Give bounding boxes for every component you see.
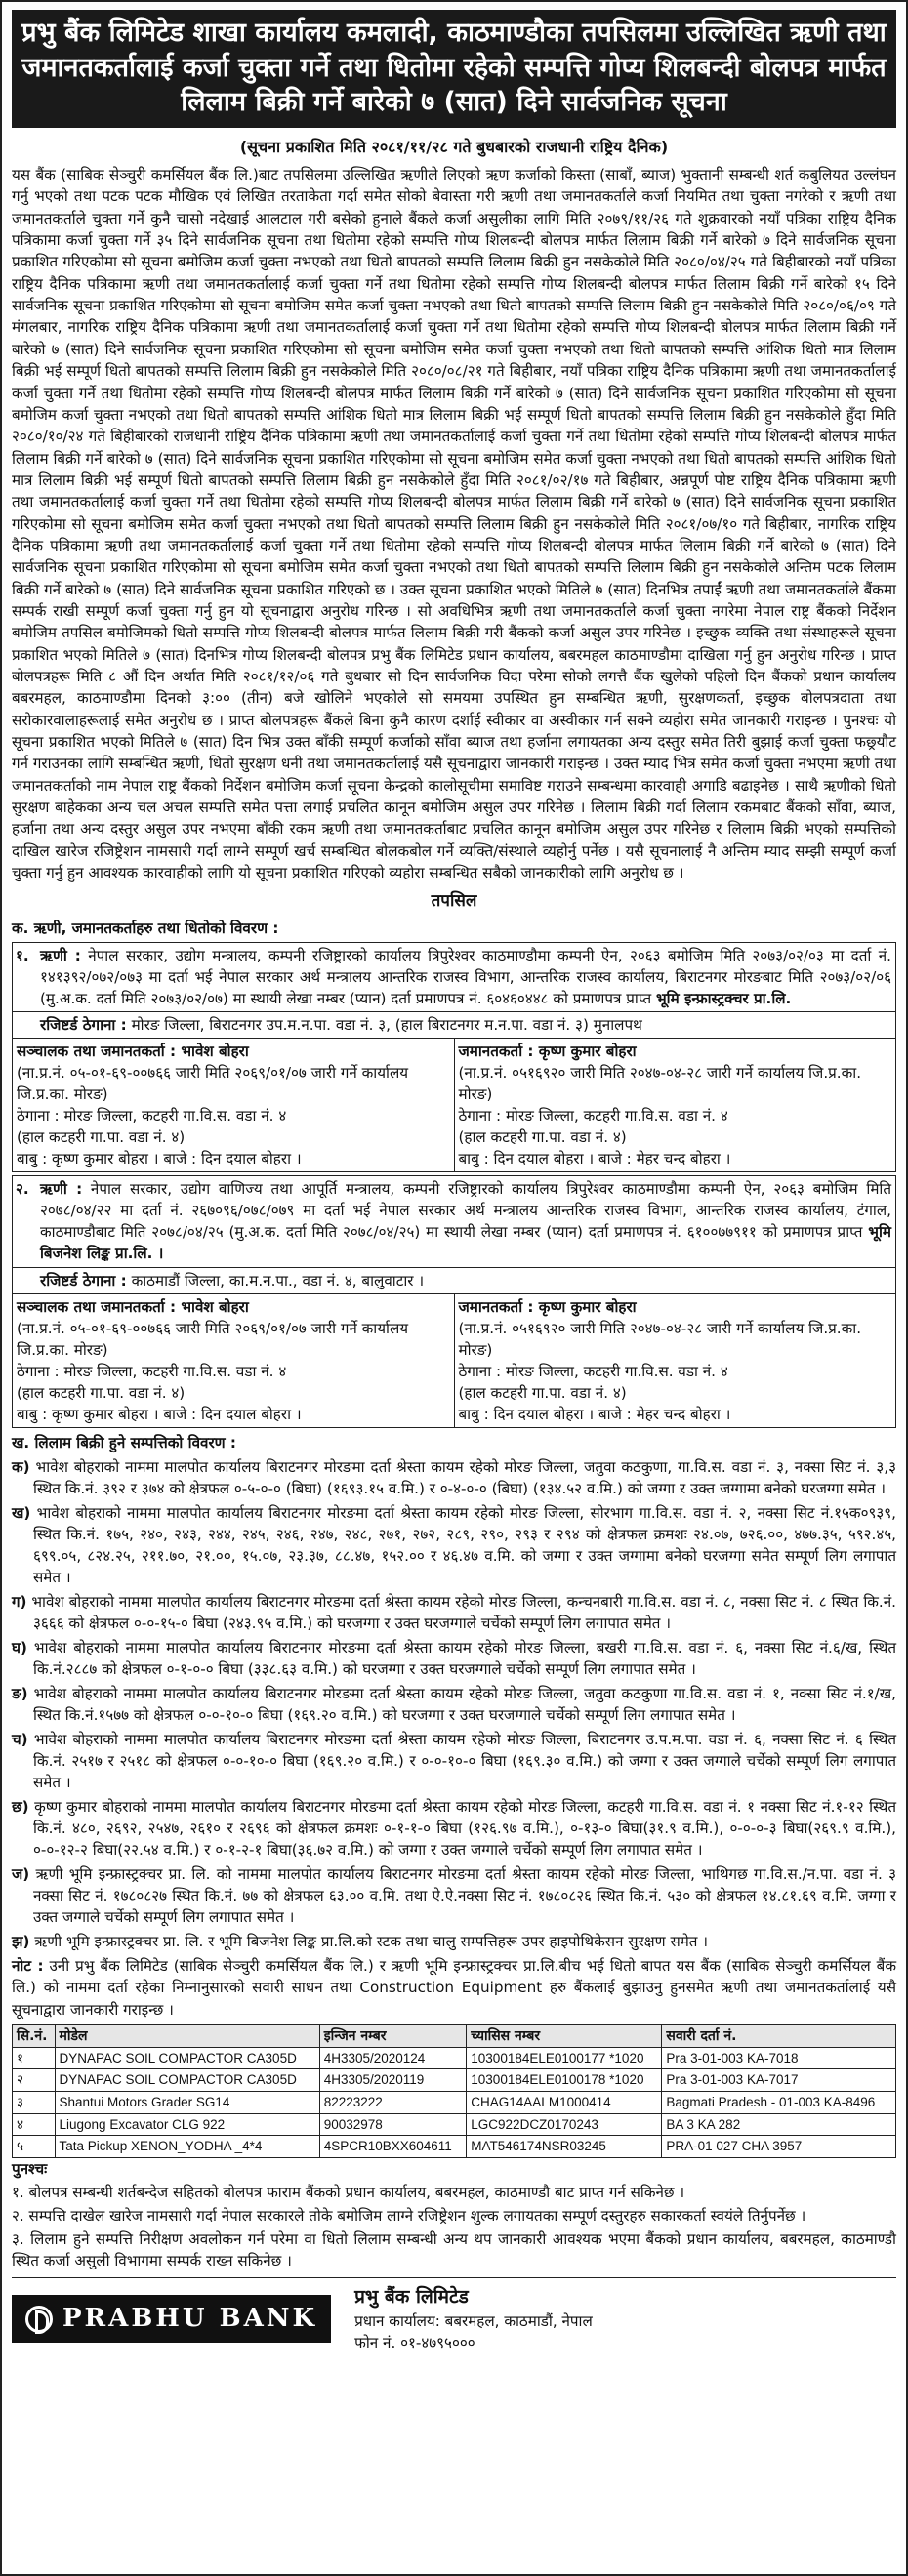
property-item: छ) कृष्ण कुमार बोहराको नाममा मालपोत कार्यालय बिराटनगर मोरङमा दर्ता श्रेस्ता कायम रहेको मोरङ जिल्ला, कटहरी गा.वि.स. वडा नं. १ नक्सा सिट नं.१-१२ स्थित कि.नं. ४८०, २६९२, २५४७, २६१० र २६९६ को क्षेत्रफल क्रमशः ०-१-१-० बिघा (१२६.९७ व.मि.), ०-१३-० बिघा(३१.९ व.मि.), ०-०-०-३ बिघा(२६९.९ व.मि.), ०-०-१२-२ बिघा(२२.५४ व.मि.) र ०-१-२-१ बिघा(३६.७२ व.मि.) को जग्गा र उक्त जग्गाले चर्चेको सम्पूर्ण लिग लगापात समेत ।	[12, 1798, 897, 1860]
loan-box-1	[12, 942, 896, 1172]
guarantor-line: बाबु : कृष्ण कुमार बोहरा । बाजे : दिन दयाल बोहरा ।	[17, 1405, 302, 1423]
terms-section	[12, 2158, 896, 2271]
table-row: ४ Liugong Excavator CLG 922 90032978 LGC922DCZ0170243 BA 3 KA 282	[13, 2113, 896, 2136]
borrower-label: ऋणी :	[40, 1180, 83, 1199]
guarantor-right	[455, 1294, 896, 1427]
property-item: क) भावेश बोहराको नाममा मालपोत कार्यालय बिराटनगर मोरङमा दर्ता श्रेस्ता कायम रहेको मोरङ जिल्ला, जतुवा कठकुणा, गा.वि.स. वडा नं. ३, नक्सा सिट नं. ३,३ स्थित कि.नं. ३९२ र ३७४ को क्षेत्रफल ०-५-०-० (बिघा) (१६९३.१५ व.मि.) र ०-४-०-० (बिघा) (१३४.५२ व.मि.) को जग्गा र उक्त जग्गामा बनेको घरजग्गा समेत ।	[12, 1457, 897, 1497]
table-row: ३ Shantui Motors Grader SG14 82223222 CHAG14AALM1000414 Bagmati Pradesh - 01-003 KA-8496	[13, 2091, 896, 2113]
property-item: च) भावेश बोहराको नाममा मालपोत कार्यालय बिराटनगर मोरङमा दर्ता श्रेस्ता कायम रहेको मोरङ जिल्ला, बिराटनगर उ.प.म.पा. वडा नं. ६, नक्सा सिट नं. ६ स्थित कि.नं. २५१७ र २५१८ को क्षेत्रफल ०-०-१०-० बिघा (१६९.२० व.मि.) र ०-०-१०-० बिघा (१६९.३० व.मि.) को जग्गा र उक्त जग्गाले चर्चेको सम्पूर्ण लिग लगापात समेत ।	[12, 1731, 896, 1792]
guarantor-line: (हाल कटहरी गा.पा. वडा नं. ४)	[458, 1383, 627, 1402]
borrower-text: नेपाल सरकार, उद्योग मन्त्रालय, कम्पनी रजिष्ट्रारको कार्यालय त्रिपुरेश्वर काठमाण्डौमा कम्पनी ऐन, २०६३ बमोजिम मिति २०७३/०२/०३ मा दर्ता नं. १४१३९२/०७२/०७३ मा दर्ता भई नेपाल सरकार अर्थ मन्त्रालय आन्तरिक राजस्व विभाग, आन्तरिक राजस्व कार्यालय, बिराटनगर मोरङबाट मिति २०७३/०२/०६ (मु.अ.क. दर्ता मिति २०७३/०२/०७) मा स्थायी लेखा नम्बर (प्यान) दर्ता प्रमाणपत्र नं. ६०४६०४४८ को प्रमाणपत्र प्राप्त	[40, 947, 891, 1008]
guarantor-title: जमानतकर्ता : कृष्ण कुमार बोहरा	[458, 1043, 637, 1061]
bank-contact	[354, 2284, 593, 2354]
property-item: घ) भावेश बोहराको नाममा मालपोत कार्यालय बिराटनगर मोरङमा दर्ता श्रेस्ता कायम रहेको मोरङ जिल्ला, बखरी गा.वि.स. वडा नं. ६, नक्सा सिट नं.६/ख, स्थित कि.नं.२८८७ को क्षेत्रफल ०-१-०-० बिघा (३३८.६३ व.मि.) को घरजग्गा र उक्त घरजग्गाले चर्चेको सम्पूर्ण लिग लगापात समेत ।	[12, 1639, 896, 1679]
notice-title: प्रभु बैंक लिमिटेड शाखा कार्यालय कमलादी, काठमाण्डौका तपसिलमा उल्लिखित ऋणी तथा जमानतकर्तालाई कर्जा चुक्ता गर्ने तथा धितोमा रहेको सम्पत्ति गोप्य शिलबन्दी बोलपत्र मार्फत लिलाम बिक्री गर्ने बारेको ७ (सात) दिने सार्वजनिक सूचना	[12, 10, 896, 128]
property-item: ग) भावेश बोहराको नाममा मालपोत कार्यालय बिराटनगर मोरङमा दर्ता श्रेस्ता कायम रहेको मोरङ जिल्ला, कन्चनबारी गा.वि.स. वडा नं. ८, नक्सा सिट नं. ८ स्थित कि.नं. ३६६६ को क्षेत्रफल ०-०-१५-० बिघा (२४३.९५ व.मि.) को घरजग्गा र उक्त घरजग्गाले चर्चेको सम्पूर्ण लिग लगापात समेत ।	[12, 1592, 897, 1632]
col-engine: इन्जिन नम्बर	[319, 2024, 467, 2047]
note-label: नोट :	[12, 1957, 44, 1976]
logo-text: PRABHU BANK	[62, 2303, 318, 2333]
registered-address: मोरङ जिल्ला, बिराटनगर उप.म.न.पा. वडा नं. ३, (हाल बिराटनगर म.न.पा. वडा नं. ३) मुनालपथ	[131, 1016, 642, 1035]
guarantor-line: (ना.प्र.नं. ०५-०१-६९-००७६६ जारी मिति २०६९/०१/०७ जारी गर्ने कार्यालय जि.प्र.का. मोरङ)	[17, 1064, 409, 1104]
guarantor-right	[455, 1039, 896, 1171]
guarantor-title: सञ्चालक तथा जमानतकर्ता : भावेश बोहरा	[17, 1043, 249, 1061]
borrower-company: भूमि बिजनेश लिङ्क प्रा.लि. ।	[40, 1223, 891, 1263]
borrower-company: भूमि इन्फ्रास्ट्रक्चर प्रा.लि.	[656, 990, 792, 1008]
guarantor-line: ठेगाना : मोरङ जिल्ला, कटहरी गा.वि.स. वडा नं. ४	[458, 1107, 728, 1125]
vehicle-table	[12, 2024, 896, 2158]
note-text: उनी प्रभु बैंक लिमिटेड (साबिक सेञ्चुरी कमर्सियल बैंक लि.) र ऋणी भूमि इन्फ्रास्ट्रक्चर प्रा.लि.बीच भई धितो बापत यस बैंक (साबिक सेञ्चुरी कमर्सियल बैंक लि.) को नाममा दर्ता रहेका निम्नानुसारको सवारी साधन तथा Construction Equipment हरु बैंकलाई बुझाउनु हुनसमेत ऋणी तथा जमानतकर्तालाई यसै सूचनाद्वारा जानकारी गराइन्छ ।	[12, 1957, 896, 2019]
footer	[12, 2277, 896, 2354]
guarantor-line: (ना.प्र.नं. ०५१६९२० जारी मिति २०४७-०४-२८ जारी गर्ने कार्यालय जि.प्र.का. मोरङ)	[458, 1319, 862, 1359]
guarantor-line: (ना.प्र.नं. ०५१६९२० जारी मिति २०४७-०४-२८ जारी गर्ने कार्यालय जि.प्र.का. मोरङ)	[458, 1064, 862, 1104]
guarantor-line: बाबु : कृष्ण कुमार बोहरा । बाजे : दिन दयाल बोहरा ।	[17, 1150, 302, 1168]
guarantor-title: जमानतकर्ता : कृष्ण कुमार बोहरा	[458, 1297, 637, 1316]
guarantor-line: ठेगाना : मोरङ जिल्ला, कटहरी गा.वि.स. वडा नं. ४	[17, 1107, 287, 1125]
bank-logo-icon	[25, 2306, 53, 2333]
guarantor-line: ठेगाना : मोरङ जिल्ला, कटहरी गा.वि.स. वडा नं. ४	[17, 1362, 287, 1380]
guarantor-line: (हाल कटहरी गा.पा. वडा नं. ४)	[17, 1383, 186, 1402]
table-row: ५ Tata Pickup XENON_YODHA _4*4 4SPCR10BXX604611 MAT546174NSR03245 PRA-01 027 CHA 3957	[13, 2136, 896, 2158]
guarantor-left	[13, 1039, 455, 1171]
term-item: ३. लिलाम हुने सम्पत्ति निरीक्षण अवलोकन गर्न परेमा वा धितो लिलाम सम्बन्धी अन्य थप जानकारी आवश्यक भएमा बैंकको प्रधान कार्यालय, बबरमहल, काठमाण्डौ स्थित कर्जा असुली विभागमा सम्पर्क राख्न सकिनेछ ।	[12, 2229, 896, 2269]
bank-phone: फोन नं. ०१-४७९५०००	[354, 2334, 475, 2352]
guarantor-line: ठेगाना : मोरङ जिल्ला, कटहरी गा.वि.स. वडा नं. ४	[458, 1362, 728, 1380]
intro-paragraph: यस बैंक (साबिक सेञ्चुरी कमर्सियल बैंक लि.)बाट तपसिलमा उल्लिखित ऋणीले लिएको ऋण कर्जाको किस्ता (साबाँ, ब्याज) भुक्तानी सम्बन्धी शर्त कबुलियत उल्लंघन गर्नु भएको तथा पटक पटक मौखिक एवं लिखित तरताकेता गर्दा समेत सोको बेवास्ता गरी ऋणी तथा जमानतकर्ताले कर्जा नियमित तथा चुक्ता नगरेको र ऋणी तथा जमानतकर्ताले चुक्ता गर्ने कुनै चासो नदेखाई आलटाल गरी बसेको हुनाले बैंकले कर्जा असुलीका लागि मिति २०७९/११/२६ गते शुक्रवारको नयाँ पत्रिका राष्ट्रिय दैनिक पत्रिकामा कर्जा चुक्ता गर्ने ३५ दिने सार्वजनिक सूचना तथा धितोमा रहेको सम्पत्ति गोप्य शिलबन्दी बोलपत्र मार्फत लिलाम बिक्री गर्ने बारेको ७ दिने सार्वजनिक सूचना प्रकाशित गरिएकोमा सो सूचना बमोजिम कर्जा चुक्ता नभएको तथा धितो बापतको सम्पत्ति लिलाम बिक्री हुन नसकेकोले मिति २०८०/०४/२५ गते बिहीबारको नयाँ पत्रिका राष्ट्रिय दैनिक पत्रिकामा ऋणी तथा जमानतकर्तालाई कर्जा चुक्ता गर्ने तथा धितोमा रहेको सम्पत्ति गोप्य शिलबन्दी बोलपत्र मार्फत लिलाम बिक्री गर्ने बारेको १५ दिने सार्वजनिक सूचना प्रकाशित गरिएकोमा सो सूचना बमोजिम समेत कर्जा चुक्ता नभएको तथा धितो बापतको सम्पत्ति लिलाम बिक्री हुन नसकेकोले मिति २०८०/०६/०९ गते मंगलबार, नागरिक राष्ट्रिय दैनिक पत्रिकामा ऋणी तथा जमानतकर्तालाई कर्जा चुक्ता गर्ने तथा धितोमा रहेको सम्पत्ति गोप्य शिलबन्दी बोलपत्र मार्फत लिलाम बिक्री गर्ने बारेको ७ (सात) दिने सार्वजनिक सूचना प्रकाशित गरिएकोमा सो सूचना बमोजिम समेत कर्जा चुक्ता नभएको तथा धितो बापतको सम्पत्ति आंशिक धितो मात्र लिलाम बिक्री भई सम्पूर्ण धितो बापतको सम्पत्ति लिलाम बिक्री हुन नसकेकोले मिति २०८०/०८/२१ गते बिहीबार, नयाँ पत्रिका राष्ट्रिय दैनिक पत्रिकामा ऋणी तथा जमानतकर्तालाई कर्जा चुक्ता गर्ने तथा धितोमा रहेको सम्पत्ति गोप्य शिलबन्दी बोलपत्र मार्फत लिलाम बिक्री गर्ने बारेको ७ (सात) दिने सार्वजनिक सूचना प्रकाशित गरिएकोमा सो सूचना बमोजिम कर्जा चुक्ता नभएको तथा धितो बापतको सम्पत्ति आंशिक धितो मात्र लिलाम बिक्री भई सम्पूर्ण धितो बापतको सम्पत्ति लिलाम बिक्री हुन नसकेकोले हुँदा मिति २०८०/१०/२४ गते बिहीबारको राजधानी राष्ट्रिय दैनिक पत्रिकामा ऋणी तथा जमानतकर्तालाई कर्जा चुक्ता गर्ने तथा धितोमा रहेको सम्पत्ति गोप्य शिलबन्दी बोलपत्र मार्फत लिलाम बिक्री गर्ने बारेको ७ (सात) दिने सार्वजनिक सूचना प्रकाशित गरिएकोमा सो सूचना बमोजिम समेत कर्जा चुक्ता नभएको तथा धितो बापतको सम्पत्ति आंशिक धितो मात्र लिलाम बिक्री भई सम्पूर्ण धितो बापतको सम्पत्ति लिलाम बिक्री हुन नसकेकोले हुँदा मिति २०८१/०२/१७ गते बिहीबार, अन्नपूर्ण पोष्ट राष्ट्रिय दैनिक पत्रिकामा ऋणी तथा जमानतकर्तालाई कर्जा चुक्ता गर्ने तथा धितोमा रहेको सम्पत्ति गोप्य शिलबन्दी बोलपत्र मार्फत लिलाम बिक्री गर्ने बारेको ७ (सात) दिने सार्वजनिक सूचना प्रकाशित गरिएकोमा सो सूचना बमोजिम समेत कर्जा चुक्ता नभएको तथा धितो बापतको सम्पत्ति लिलाम बिक्री हुन नसकेकोले मिति २०८१/०७/१० गते बिहीबार, नागरिक राष्ट्रिय दैनिक पत्रिकामा ऋणी तथा जमानतकर्तालाई कर्जा चुक्ता गर्ने तथा धितोमा रहेको सम्पत्ति गोप्य शिलबन्दी बोलपत्र मार्फत लिलाम बिक्री गर्ने बारेको ७ (सात) दिने सार्वजनिक सूचना प्रकाशित गरिएकोमा सो सूचना बमोजिम समेत कर्जा चुक्ता नभएको तथा धितो बापतको सम्पत्ति लिलाम बिक्री हुन नसकेकोले अन्तिम पटक लिलाम बिक्री गर्ने बारेको ७ (सात) दिने सार्वजनिक सूचना प्रकाशित गरिएको छ । उक्त सूचना प्रकाशित भएको मितिले ७ (सात) दिनभित्र तपाईं ऋणी तथा जमानतकर्ताले बैंकमा सम्पर्क राखी सम्पूर्ण कर्जा चुक्ता गर्नु हुन यो सूचनाद्वारा अनुरोध गरिन्छ । सो अवधिभित्र ऋणी तथा जमानतकर्ताले कर्जा चुक्ता नगरेमा नेपाल राष्ट्र बैंकको निर्देशन बमोजिम तपसिल बमोजिमको धितो सम्पत्ति गोप्य शिलबन्दी बोलपत्र मार्फत लिलाम बिक्री गरी बैंकको कर्जा असुल उपर गरिनेछ । इच्छुक व्यक्ति तथा संस्थाहरूले सूचना प्रकाशित भएको मितिले ७ (सात) दिनभित्र गोप्य शिलबन्दी बोलपत्र प्रभु बैंक लिमिटेड प्रधान कार्यालय, बबरमहल काठमाण्डौमा दाखिला गर्नु हुन अनुरोध गरिन्छ । प्राप्त बोलपत्रहरू मिति ८ औं दिन अर्थात मिति २०८१/१२/०६ गते बुधबार सो दिन सार्वजनिक विदा परेमा सोको लगत्तै बैंक खुलेको पहिलो दिन बैंकको प्रधान कार्यालय बबरमहल, काठमाण्डौमा दिनको ३:०० (तीन) बजे खोलिने भएकोले सो समयमा उपस्थित हुन सम्बन्धित ऋणी, सुरक्षणकर्ता, इच्छुक बोलपत्रदाता तथा सरोकारवालाहरूलाई समेत अनुरोध छ । प्राप्त बोलपत्रहरू बैंकले बिना कुनै कारण दर्शाई स्वीकार वा अस्वीकार गर्न सक्ने व्यहोरा समेत जानकारी गराइन्छ । पुनश्चः यो सूचना प्रकाशित भएको मितिले ७ (सात) दिन भित्र उक्त बाँकी सम्पूर्ण कर्जाको साँवा ब्याज तथा हर्जाना लगायतका अन्य दस्तुर समेत तिरी बुझाई कर्जा चुक्ता फछ्र्यौट गर्न गराउनका लागि सम्बन्धित ऋणी, धितो सुरक्षण धनी तथा जमानतकर्तालाई यसै सूचनाद्वारा जानकारी गराइन्छ । उक्त म्याद भित्र समेत कर्जा चुक्ता नभएमा ऋणी तथा जमानतकर्ताको नाम नेपाल राष्ट्र बैंकको निर्देशन बमोजिम कर्जा सूचना केन्द्रको कालोसूचीमा समाविष्ट गराउने सम्बन्धमा कारवाही अगाडि बढाइनेछ । साथै ऋणीको धितो सुरक्षण बाहेकका अन्य चल अचल सम्पत्ति समेत पत्ता लगाई प्रचलित कानून बमोजिम असुल उपर गरिनेछ । लिलाम बिक्री गर्दा लिलाम रकमबाट बैंकको साँवा, ब्याज, हर्जाना तथा अन्य दस्तुर असुल उपर नभएमा बाँकी रकम ऋणी तथा जमानतकर्ताबाट प्रचलित कानून बमोजिम असुल उपर गरिनेछ र लिलाम बिक्री भएको सम्पत्तिको दाखिल खारेज रजिष्ट्रेशन नामसारी गर्दा लाग्ने सम्पूर्ण खर्च सम्बन्धित बोलकबोल गर्ने व्यक्ति/संस्थाले व्यहोर्नु पर्नेछ । यसै सूचनालाई नै अन्तिम म्याद सम्झी सम्पूर्ण कर्जा चुक्ता गर्नु हुन आवश्यक कारवाहीको लागि यो सूचना प्रकाशित गरिएको व्यहोरा सम्बन्धित सबैको जानकारीको लागि अनुरोध छ ।	[12, 166, 896, 882]
term-item: २. सम्पत्ति दाखेल खारेज नामसारी गर्दा नेपाल सरकारले तोके बमोजिम लाग्ने रजिष्ट्रेशन शुल्क लगायतका सम्पूर्ण दस्तुरहरु सकारकर्ता स्वयंले तिर्नुपर्नेछ ।	[12, 2206, 806, 2225]
terms-heading: पुनश्चः	[12, 2159, 48, 2178]
property-item: झ) ऋणी भूमि इन्फ्रास्ट्रक्चर प्रा. लि. र भूमि बिजनेश लिङ्क प्रा.लि.को स्टक तथा चालु सम्पत्तिहरू उपर हाइपोथिकेसन सुरक्षण समेत ।	[12, 1933, 709, 1951]
guarantor-line: बाबु : दिन दयाल बोहरा । बाजे : मेहर चन्द बोहरा ।	[458, 1150, 731, 1168]
section-kha-heading: ख. लिलाम बिक्री हुने सम्पत्तिको विवरण :	[12, 1433, 237, 1452]
guarantor-line: (हाल कटहरी गा.पा. वडा नं. ४)	[458, 1128, 627, 1147]
borrower-text: नेपाल सरकार, उद्योग वाणिज्य तथा आपूर्ति मन्त्रालय, कम्पनी रजिष्ट्रारको कार्यालय त्रिपुरेश्वर काठमाण्डौमा कम्पनी ऐन, २०६३ बमोजिम मिति २०७८/०४/२२ मा दर्ता नं. २६७०९६/०७८/०७९ मा दर्ता भई नेपाल सरकार अर्थ मन्त्रालय आन्तरिक राजस्व विभाग, आन्तरिक राजस्व कार्यालय, टंगाल, काठमाण्डौबाट मिति २०७८/०४/२५ (मु.अ.क. दर्ता मिति २०७८/०४/२५) मा स्थायी लेखा नम्बर (प्यान) दर्ता प्रमाणपत्र नं. ६१००७७९११ को प्रमाणपत्र प्राप्त	[40, 1180, 891, 1242]
registered-address: काठमाडौं जिल्ला, का.म.न.पा., वडा नं. ४, बालुवाटार ।	[131, 1271, 425, 1289]
term-item: १. बोलपत्र सम्बन्धी शर्तबन्देज सहितको बोलपत्र फाराम बैंकको प्रधान कार्यालय, बबरमहल, काठमाण्डौ बाट प्राप्त गर्न सकिनेछ ।	[12, 2183, 685, 2201]
registered-address-label: रजिष्टर्ड ठेगाना :	[40, 1016, 127, 1035]
loan-number: १.	[16, 947, 29, 965]
table-row: २ DYNAPAC SOIL COMPACTOR CA305D 4H3305/2020119 10300184ELE0100178 *1020 Pra 3-01-003 KA-7017	[13, 2069, 896, 2092]
guarantor-title: सञ्चालक तथा जमानतकर्ता : भावेश बोहरा	[17, 1297, 249, 1316]
property-item: ख) भावेश बोहराको नाममा मालपोत कार्यालय बिराटनगर मोरङमा दर्ता श्रेस्ता कायम रहेको मोरङ जिल्ला, सोरभाग गा.वि.स. वडा नं. २, नक्सा सिट नं.१५क०९३९, स्थित कि.नं. १७५, २४०, २४३, २४४, २४५, २४६, २४७, २४८, २७१, २७२, २८९, २९०, २९३ र २९४ को क्षेत्रफल क्रमशः २४.०७, ७२६.००, ४७७.३५, ५९२.४५, ६९९.०५, ८२४.२५, २११.७०, २१.००, १५.०७, २३.३७, ८८.४७, १५२.०० र ४६.४७ व.मि. को जग्गा र उक्त जग्गामा बनेको घरजग्गा समेत सम्पूर्ण लिग लगापात समेत ।	[12, 1503, 896, 1586]
vehicle-note	[12, 1955, 896, 2020]
notice-subtitle: (सूचना प्रकाशित मिति २०८१/११/२८ गते बुधबारको राजधानी राष्ट्रिय दैनिक)	[239, 137, 669, 156]
bank-logo	[12, 2295, 331, 2344]
tapsil-heading: तपसिल	[431, 891, 477, 912]
col-sn: सि.नं.	[13, 2024, 56, 2047]
bank-office: प्रधान कार्यालय: बबरमहल, काठमाडौं, नेपाल	[354, 2312, 593, 2331]
loan-box-2	[12, 1175, 896, 1427]
property-item: ज) ऋणी भूमि इन्फ्रास्ट्रक्चर प्रा. लि. को नाममा मालपोत कार्यालय बिराटनगर मोरङमा दर्ता श्रेस्ता कायम रहेको मोरङ जिल्ला, भाथिगछ गा.वि.स./न.पा. वडा नं. ३ नक्सा सिट नं. १७८०८२७ स्थित कि.नं. ७७ को क्षेत्रफल ६३.०० व.मि. तथा ऐ.ऐ.नक्सा सिट नं. १७८०८२६ स्थित कि.नं. ५३० को क्षेत्रफल १४.८१.६९ व.मि. जग्गा र उक्त जग्गाले चर्चेको सम्पूर्ण लिग लगापात समेत ।	[12, 1865, 896, 1927]
table-header-row	[13, 2024, 896, 2047]
guarantor-left	[13, 1294, 455, 1427]
guarantor-line: (ना.प्र.नं. ०५-०१-६९-००७६६ जारी मिति २०६९/०१/०७ जारी गर्ने कार्यालय जि.प्र.का. मोरङ)	[17, 1319, 409, 1359]
registered-address-label: रजिष्टर्ड ठेगाना :	[40, 1271, 127, 1289]
col-model: मोडेल	[55, 2024, 319, 2047]
loan-number: २.	[16, 1180, 29, 1199]
property-list	[12, 1456, 896, 1953]
section-ka-heading: क. ऋणी, जमानतकर्ताहरु तथा धितोको विवरण :	[12, 920, 279, 938]
table-row: १ DYNAPAC SOIL COMPACTOR CA305D 4H3305/2020124 10300184ELE0100177 *1020 Pra 3-01-003 KA-7018	[13, 2047, 896, 2069]
guarantor-line: (हाल कटहरी गा.पा. वडा नं. ४)	[17, 1128, 186, 1147]
col-reg: सवारी दर्ता नं.	[662, 2024, 896, 2047]
guarantor-line: बाबु : दिन दयाल बोहरा । बाजे : मेहर चन्द बोहरा ।	[458, 1405, 731, 1423]
bank-name: प्रभु बैंक लिमिटेड	[354, 2285, 469, 2308]
property-item: ङ) भावेश बोहराको नाममा मालपोत कार्यालय बिराटनगर मोरङमा दर्ता श्रेस्ता कायम रहेको मोरङ जिल्ला, जतुवा कठकुणा गा.वि.स. वडा नं. १, नक्सा सिट नं.१/ख, स्थित कि.नं.१५७७ को क्षेत्रफल ०-०-१०-० बिघा (१६९.२० व.मि.) को घरजग्गा र उक्त घरजग्गाले चर्चेको सम्पूर्ण लिग लगापात समेत ।	[12, 1685, 896, 1725]
borrower-label: ऋणी :	[40, 947, 81, 965]
col-chassis: च्यासिस नम्बर	[467, 2024, 662, 2047]
